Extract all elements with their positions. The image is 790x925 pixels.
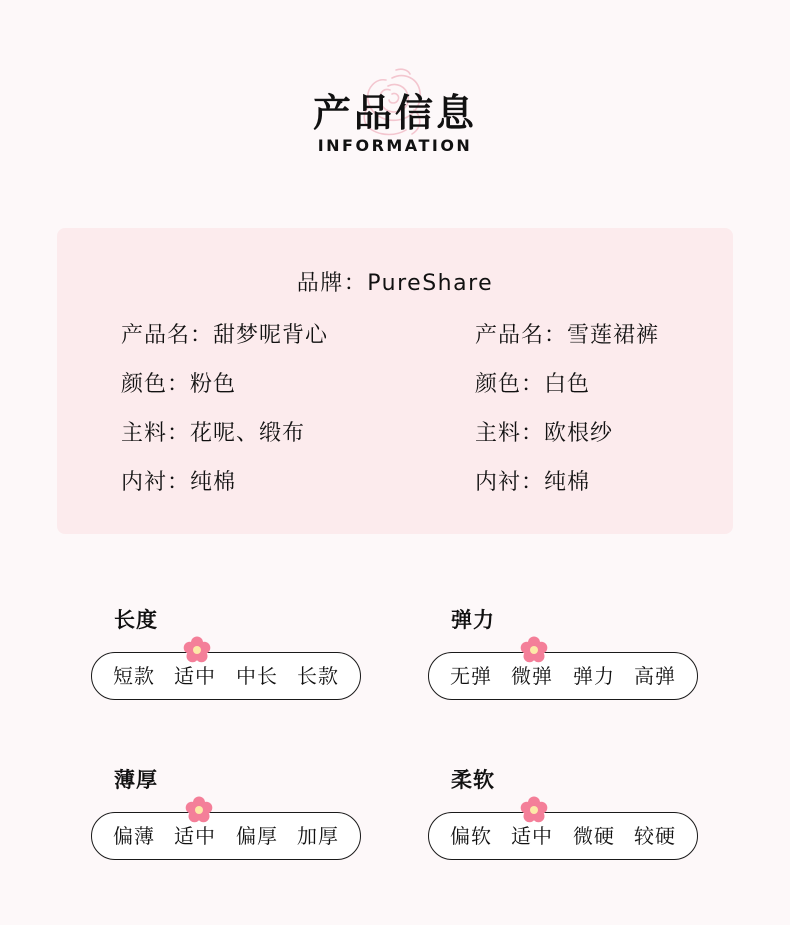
option-short: 短款 <box>113 664 155 688</box>
option-high-stretch: 高弹 <box>634 664 676 688</box>
right-product-lining: 内衬：纯棉 <box>475 470 591 495</box>
left-product-lining: 内衬：纯棉 <box>121 470 237 495</box>
attribute-softness <box>428 764 700 874</box>
selected-flower-icon <box>519 635 549 665</box>
page-subtitle: INFORMATION <box>317 136 473 155</box>
selected-flower-icon <box>519 795 549 825</box>
option-medium: 适中 <box>174 824 216 848</box>
attribute-thickness <box>91 764 363 874</box>
attribute-scale <box>428 652 698 700</box>
option-stretch: 弹力 <box>573 664 615 688</box>
selected-flower-icon <box>182 635 212 665</box>
attribute-elasticity <box>428 604 700 714</box>
left-product-column <box>121 322 328 518</box>
right-product-column <box>475 322 659 518</box>
selected-flower-icon <box>184 795 214 825</box>
attribute-title: 柔软 <box>451 768 495 792</box>
option-medium: 适中 <box>174 664 216 688</box>
option-long: 长款 <box>297 664 339 688</box>
right-product-color: 颜色：白色 <box>475 372 591 397</box>
brand-line: 品牌：PureShare <box>296 271 494 296</box>
right-product-material: 主料：欧根纱 <box>475 421 614 446</box>
option-extra-thick: 加厚 <box>297 824 339 848</box>
option-thin: 偏薄 <box>113 824 155 848</box>
option-no-stretch: 无弹 <box>450 664 492 688</box>
option-firm: 较硬 <box>634 824 676 848</box>
left-product-material: 主料：花呢、缎布 <box>121 421 306 446</box>
right-product-name: 产品名：雪莲裙裤 <box>475 323 660 348</box>
attribute-title: 薄厚 <box>114 768 158 792</box>
product-info-panel <box>57 228 733 534</box>
page-title: 产品信息 <box>312 91 477 135</box>
attribute-title: 弹力 <box>451 608 495 632</box>
option-soft: 偏软 <box>450 824 492 848</box>
option-medium: 适中 <box>511 824 553 848</box>
left-product-color: 颜色：粉色 <box>121 372 237 397</box>
left-product-name: 产品名：甜梦呢背心 <box>121 323 329 348</box>
option-slightly-firm: 微硬 <box>573 824 615 848</box>
attribute-scale <box>91 812 361 860</box>
attribute-scale <box>91 652 361 700</box>
header <box>0 0 790 200</box>
attribute-title: 长度 <box>114 608 158 632</box>
attribute-scale <box>428 812 698 860</box>
option-slight-stretch: 微弹 <box>511 664 553 688</box>
option-mid-long: 中长 <box>236 664 278 688</box>
option-thick: 偏厚 <box>236 824 278 848</box>
attribute-length <box>91 604 363 714</box>
